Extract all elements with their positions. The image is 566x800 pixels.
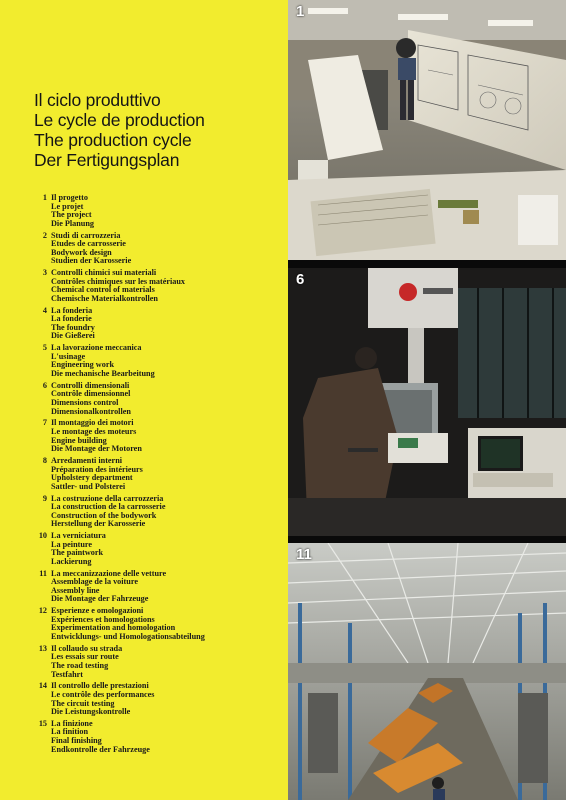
toc-entry-line: Final finishing [51, 736, 102, 746]
toc-entry-line: Le montage des moteurs [51, 426, 137, 436]
toc-entry-line: The road testing [51, 660, 109, 670]
toc-entry-line: Bodywork design [51, 247, 112, 257]
toc-entry [33, 269, 283, 303]
dimensional-control-image [288, 268, 566, 536]
toc-entry-line: La construction de la carrosserie [51, 502, 166, 512]
toc-entry-line: L'usinage [51, 351, 86, 361]
toc-entry-line: Studi di carrozzeria [51, 230, 121, 240]
toc-entry-lines [51, 570, 166, 604]
photo-number-1: 1 [296, 3, 305, 20]
toc-entry-number: 6 [42, 380, 47, 390]
toc-entry [33, 232, 283, 266]
toc-entry-line: The circuit testing [51, 698, 115, 708]
toc-entry-line: Les essais sur route [51, 652, 119, 662]
toc-entry-line: Engineering work [51, 360, 115, 370]
toc-entry-number: 12 [38, 606, 47, 616]
toc-entry-line: Arredamenti interni [51, 455, 123, 465]
toc-entry-line: La fonderia [51, 305, 93, 315]
toc-entry-line: Construction of the bodywork [51, 510, 157, 520]
toc-entry-number: 11 [39, 568, 47, 578]
toc-entry-lines [51, 720, 150, 754]
photo-assembly-line [288, 543, 566, 800]
toc-entry [33, 194, 283, 228]
toc-entry-line: Testfahrt [51, 669, 83, 679]
title-italian: Il ciclo produttivo [34, 90, 161, 110]
toc-entry [33, 495, 283, 529]
toc-entry-line: Contrôles chimiques sur les matériaux [51, 276, 186, 286]
toc-entry-line: Assemblage de la voiture [51, 577, 138, 587]
design-office-image [288, 0, 566, 260]
toc-entry-line: Die Montage der Fahrzeuge [51, 594, 149, 604]
production-step-list [33, 194, 283, 757]
toc-entry [33, 344, 283, 378]
toc-entry-line: Dimensionalkontrollen [51, 406, 131, 416]
toc-entry-line: Expériences et homologations [51, 614, 155, 624]
toc-entry [33, 607, 283, 641]
toc-entry-line: Etudes de carrosserie [51, 239, 126, 249]
toc-entry [33, 645, 283, 679]
toc-entry-lines [51, 682, 154, 716]
toc-entry-line: Studien der Karosserie [51, 256, 132, 266]
toc-entry-line: Entwicklungs- und Homologationsabteilung [51, 631, 205, 641]
photo-column [288, 0, 566, 800]
toc-entry-line: Controlli dimensionali [51, 380, 130, 390]
toc-entry-line: Dimensions control [51, 398, 119, 407]
toc-entry-line: Engine building [51, 435, 107, 445]
toc-entry-lines [51, 457, 143, 491]
toc-entry-lines [51, 232, 131, 266]
toc-entry [33, 570, 283, 604]
photo-design-office [288, 0, 566, 260]
toc-entry-number: 3 [42, 268, 47, 278]
toc-entry-number: 9 [42, 493, 47, 503]
toc-entry-lines [51, 307, 95, 341]
toc-entry-line: La finition [51, 727, 89, 737]
toc-entry-line: Die Montage der Motoren [51, 444, 142, 454]
toc-entry [33, 720, 283, 754]
toc-entry-number: 15 [38, 718, 47, 728]
toc-entry-line: La costruzione della carrozzeria [51, 493, 164, 503]
toc-entry-line: Il controllo delle prestazioni [51, 681, 149, 691]
toc-entry-lines [51, 532, 106, 566]
toc-entry-line: Chemische Materialkontrollen [51, 293, 158, 303]
toc-entry-line: Chemical control of materials [51, 285, 155, 295]
toc-entry-line: La meccanizzazione delle vetture [51, 568, 167, 578]
toc-entry-line: Herstellung der Karosserie [51, 519, 146, 529]
toc-entry-line: Upholstery department [51, 473, 133, 483]
toc-entry-lines [51, 269, 185, 303]
toc-entry [33, 682, 283, 716]
toc-entry-line: La fonderie [51, 314, 92, 324]
toc-entry-line: Lackierung [51, 556, 92, 566]
toc-entry [33, 419, 283, 453]
toc-entry-lines [51, 344, 155, 378]
toc-entry-number: 14 [38, 681, 47, 691]
toc-entry-line: Préparation des intérieurs [51, 464, 143, 474]
toc-entry-line: Die Gießerei [51, 331, 95, 341]
toc-entry-line: Il collaudo su strada [51, 643, 123, 653]
toc-entry-line: La verniciatura [51, 531, 106, 541]
toc-entry-line: The paintwork [51, 548, 104, 558]
toc-entry-line: La finizione [51, 718, 93, 728]
toc-entry [33, 382, 283, 416]
toc-entry-line: Sattler- und Polsterei [51, 481, 126, 491]
toc-entry-number: 7 [42, 418, 47, 428]
toc-entry-line: Experimentation and homologation [51, 623, 176, 633]
toc-entry-lines [51, 495, 165, 529]
toc-entry-line: Controlli chimici sui materiali [51, 268, 157, 278]
photo-dimensional-control [288, 268, 566, 536]
toc-entry-line: Contrôle dimensionnel [51, 389, 131, 399]
toc-entry-lines [51, 194, 94, 228]
toc-entry-line: Endkontrolle der Fahrzeuge [51, 744, 150, 754]
toc-entry [33, 532, 283, 566]
toc-entry-lines [51, 382, 131, 416]
toc-entry-line: Die Planung [51, 218, 94, 228]
toc-entry-number: 8 [42, 455, 47, 465]
toc-entry [33, 457, 283, 491]
title-english: The production cycle [34, 130, 192, 150]
toc-entry-lines [51, 607, 205, 641]
toc-entry-line: La peinture [51, 539, 93, 549]
toc-entry-line: Le contrôle des performances [51, 689, 155, 699]
toc-entry-line: Il progetto [51, 193, 88, 202]
toc-entry-line: Le projet [51, 201, 84, 211]
toc-entry-line: The foundry [51, 322, 95, 332]
toc-entry-line: Esperienze e omologazioni [51, 606, 144, 616]
toc-entry [33, 307, 283, 341]
photo-number-11: 11 [296, 546, 312, 563]
toc-entry-line: The project [51, 210, 92, 220]
toc-entry-lines [51, 419, 142, 453]
toc-entry-line: Die mechanische Bearbeitung [51, 369, 155, 379]
toc-entry-lines [51, 645, 122, 679]
toc-entry-number: 5 [42, 343, 47, 353]
toc-entry-line: Assembly line [51, 585, 100, 595]
toc-entry-number: 1 [42, 193, 47, 202]
assembly-line-image [288, 543, 566, 800]
toc-entry-line: Il montaggio dei motori [51, 418, 134, 428]
section-titles [34, 90, 284, 170]
toc-entry-line: La lavorazione meccanica [51, 343, 142, 353]
title-french: Le cycle de production [34, 110, 205, 130]
toc-entry-number: 2 [42, 230, 47, 240]
toc-entry-number: 13 [38, 643, 47, 653]
toc-entry-number: 10 [38, 531, 47, 541]
toc-entry-number: 4 [42, 305, 47, 315]
title-german: Der Fertigungsplan [34, 150, 180, 170]
toc-entry-line: Die Leistungskontrolle [51, 707, 131, 717]
photo-number-6: 6 [296, 271, 305, 288]
